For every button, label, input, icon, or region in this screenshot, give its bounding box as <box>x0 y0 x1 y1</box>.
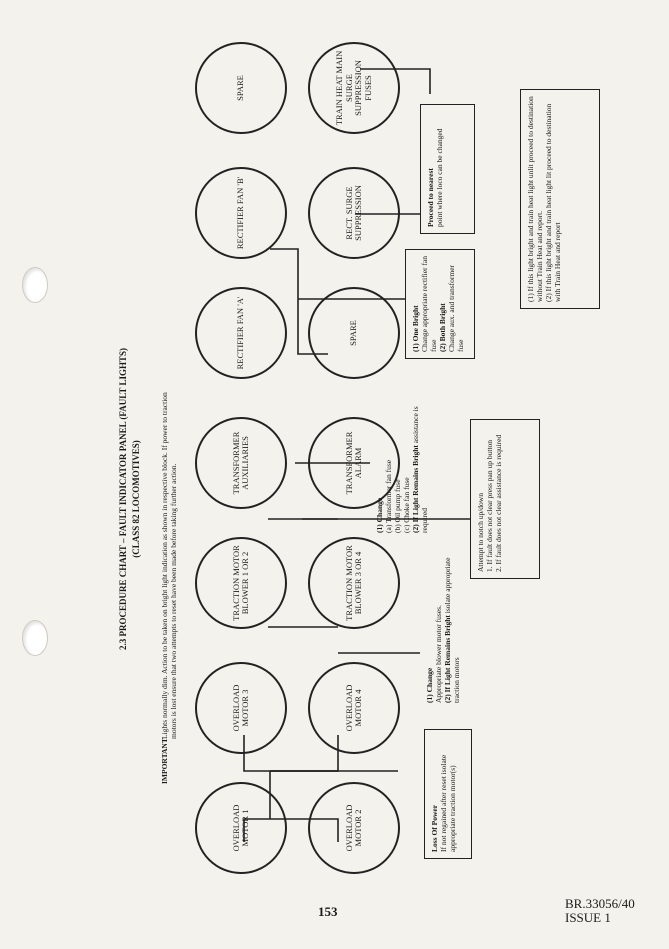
traction-blower-12-light: TRACTION MOTOR BLOWER 1 OR 2 <box>195 537 287 629</box>
surge-title: Proceed to nearest <box>426 168 435 227</box>
blower-bright-title: (2) If Light Remains Bright <box>443 615 452 703</box>
spare-light-1: SPARE <box>308 287 400 379</box>
heat-item: (1) If this light bright and train heat light unlit proceed to destination without Train Heat and report. <box>526 96 544 302</box>
page-number: 153 <box>318 904 338 919</box>
train-heat-instructions <box>520 89 600 309</box>
overload-motor-3-light: OVERLOAD MOTOR 3 <box>195 662 287 754</box>
alarm-item: (b) Oil pump fuse <box>393 479 402 533</box>
overload-motor-1-light: OVERLOAD MOTOR 1 <box>195 782 287 874</box>
heat-item: (2) If this light bright and train heat light lit proceed to destination with Train Heat and report <box>544 103 562 302</box>
loss-of-power-box <box>424 729 472 859</box>
overload-motor-2-light: OVERLOAD MOTOR 2 <box>308 782 400 874</box>
aux-attempt: Attempt to notch up/down <box>476 493 485 572</box>
alarm-change: (1) Change <box>375 497 384 533</box>
fan-one-title: (1) One Bright <box>411 305 420 352</box>
document-reference: BR.33056/40 <box>565 896 635 911</box>
spare-light-2: SPARE <box>195 42 287 134</box>
aux-item: 2. If fault does not clear assistance is required <box>494 434 503 572</box>
rectifier-fan-a-light: RECTIFIER FAN 'A' <box>195 287 287 379</box>
transformer-alarm-instructions <box>370 379 450 539</box>
loss-power-title: Loss Of Power <box>430 804 439 852</box>
fan-one-text: Change appropriate rectifier fan fuse <box>420 256 438 352</box>
blower-change: (1) Change <box>425 667 434 703</box>
chart-subtitle: (CLASS 82 LOCOMOTIVES) <box>131 440 141 558</box>
alarm-item: (c) Choke fan fuse <box>402 477 411 533</box>
overload-motor-4-light: OVERLOAD MOTOR 4 <box>308 662 400 754</box>
fan-both-text: Change aux. and transformer fuse <box>447 264 465 352</box>
rect-surge-suppression-light: RECT. SURGE SUPPRESSION <box>308 167 400 259</box>
important-label: IMPORTANT <box>160 738 169 784</box>
loss-power-text: If not regained after reset isolate appropriate traction motor(s) <box>439 754 457 852</box>
fan-both-title: (2) Both Bright <box>438 303 447 352</box>
alarm-bright-text: assistance is required <box>411 406 429 533</box>
surge-suppression-instructions <box>420 104 475 234</box>
alarm-item: (a) Transformer fan fuse <box>384 459 393 533</box>
blower-bright-text: isolate appropriate traction motors <box>443 557 461 703</box>
rectifier-fan-instructions <box>405 249 475 359</box>
aux-item: 1. If fault does not clear press pan up button <box>485 439 494 572</box>
surge-text: point where loco can be changed <box>435 128 444 227</box>
traction-blower-34-light: TRACTION MOTOR BLOWER 3 OR 4 <box>308 537 400 629</box>
important-text: Lights normally dim. Action to be taken on bright light indication as shown in respective block. If power to traction motors is lost ensure that two attempts to reset have been made before taking further action. <box>160 392 178 739</box>
alarm-bright-title: (2) If Light Remains Bright <box>411 445 420 533</box>
transformer-alarm-light: TRANSFORMER ALARM <box>308 417 400 509</box>
blower-change-text: Appropriate blower motor fuses. <box>434 605 443 703</box>
transformer-aux-instructions <box>470 419 540 579</box>
transformer-auxiliaries-light: TRANSFORMER AUXILIARIES <box>195 417 287 509</box>
train-heat-surge-fuses-light: TRAIN HEAT MAIN SURGE SUPPRESSION FUSES <box>308 42 400 134</box>
rectifier-fan-b-light: RECTIFIER FAN 'B' <box>195 167 287 259</box>
issue-label: ISSUE 1 <box>565 910 611 925</box>
chart-title: 2.3 PROCEDURE CHART – FAULT INDICATOR PANEL (FAULT LIGHTS) <box>118 348 128 650</box>
